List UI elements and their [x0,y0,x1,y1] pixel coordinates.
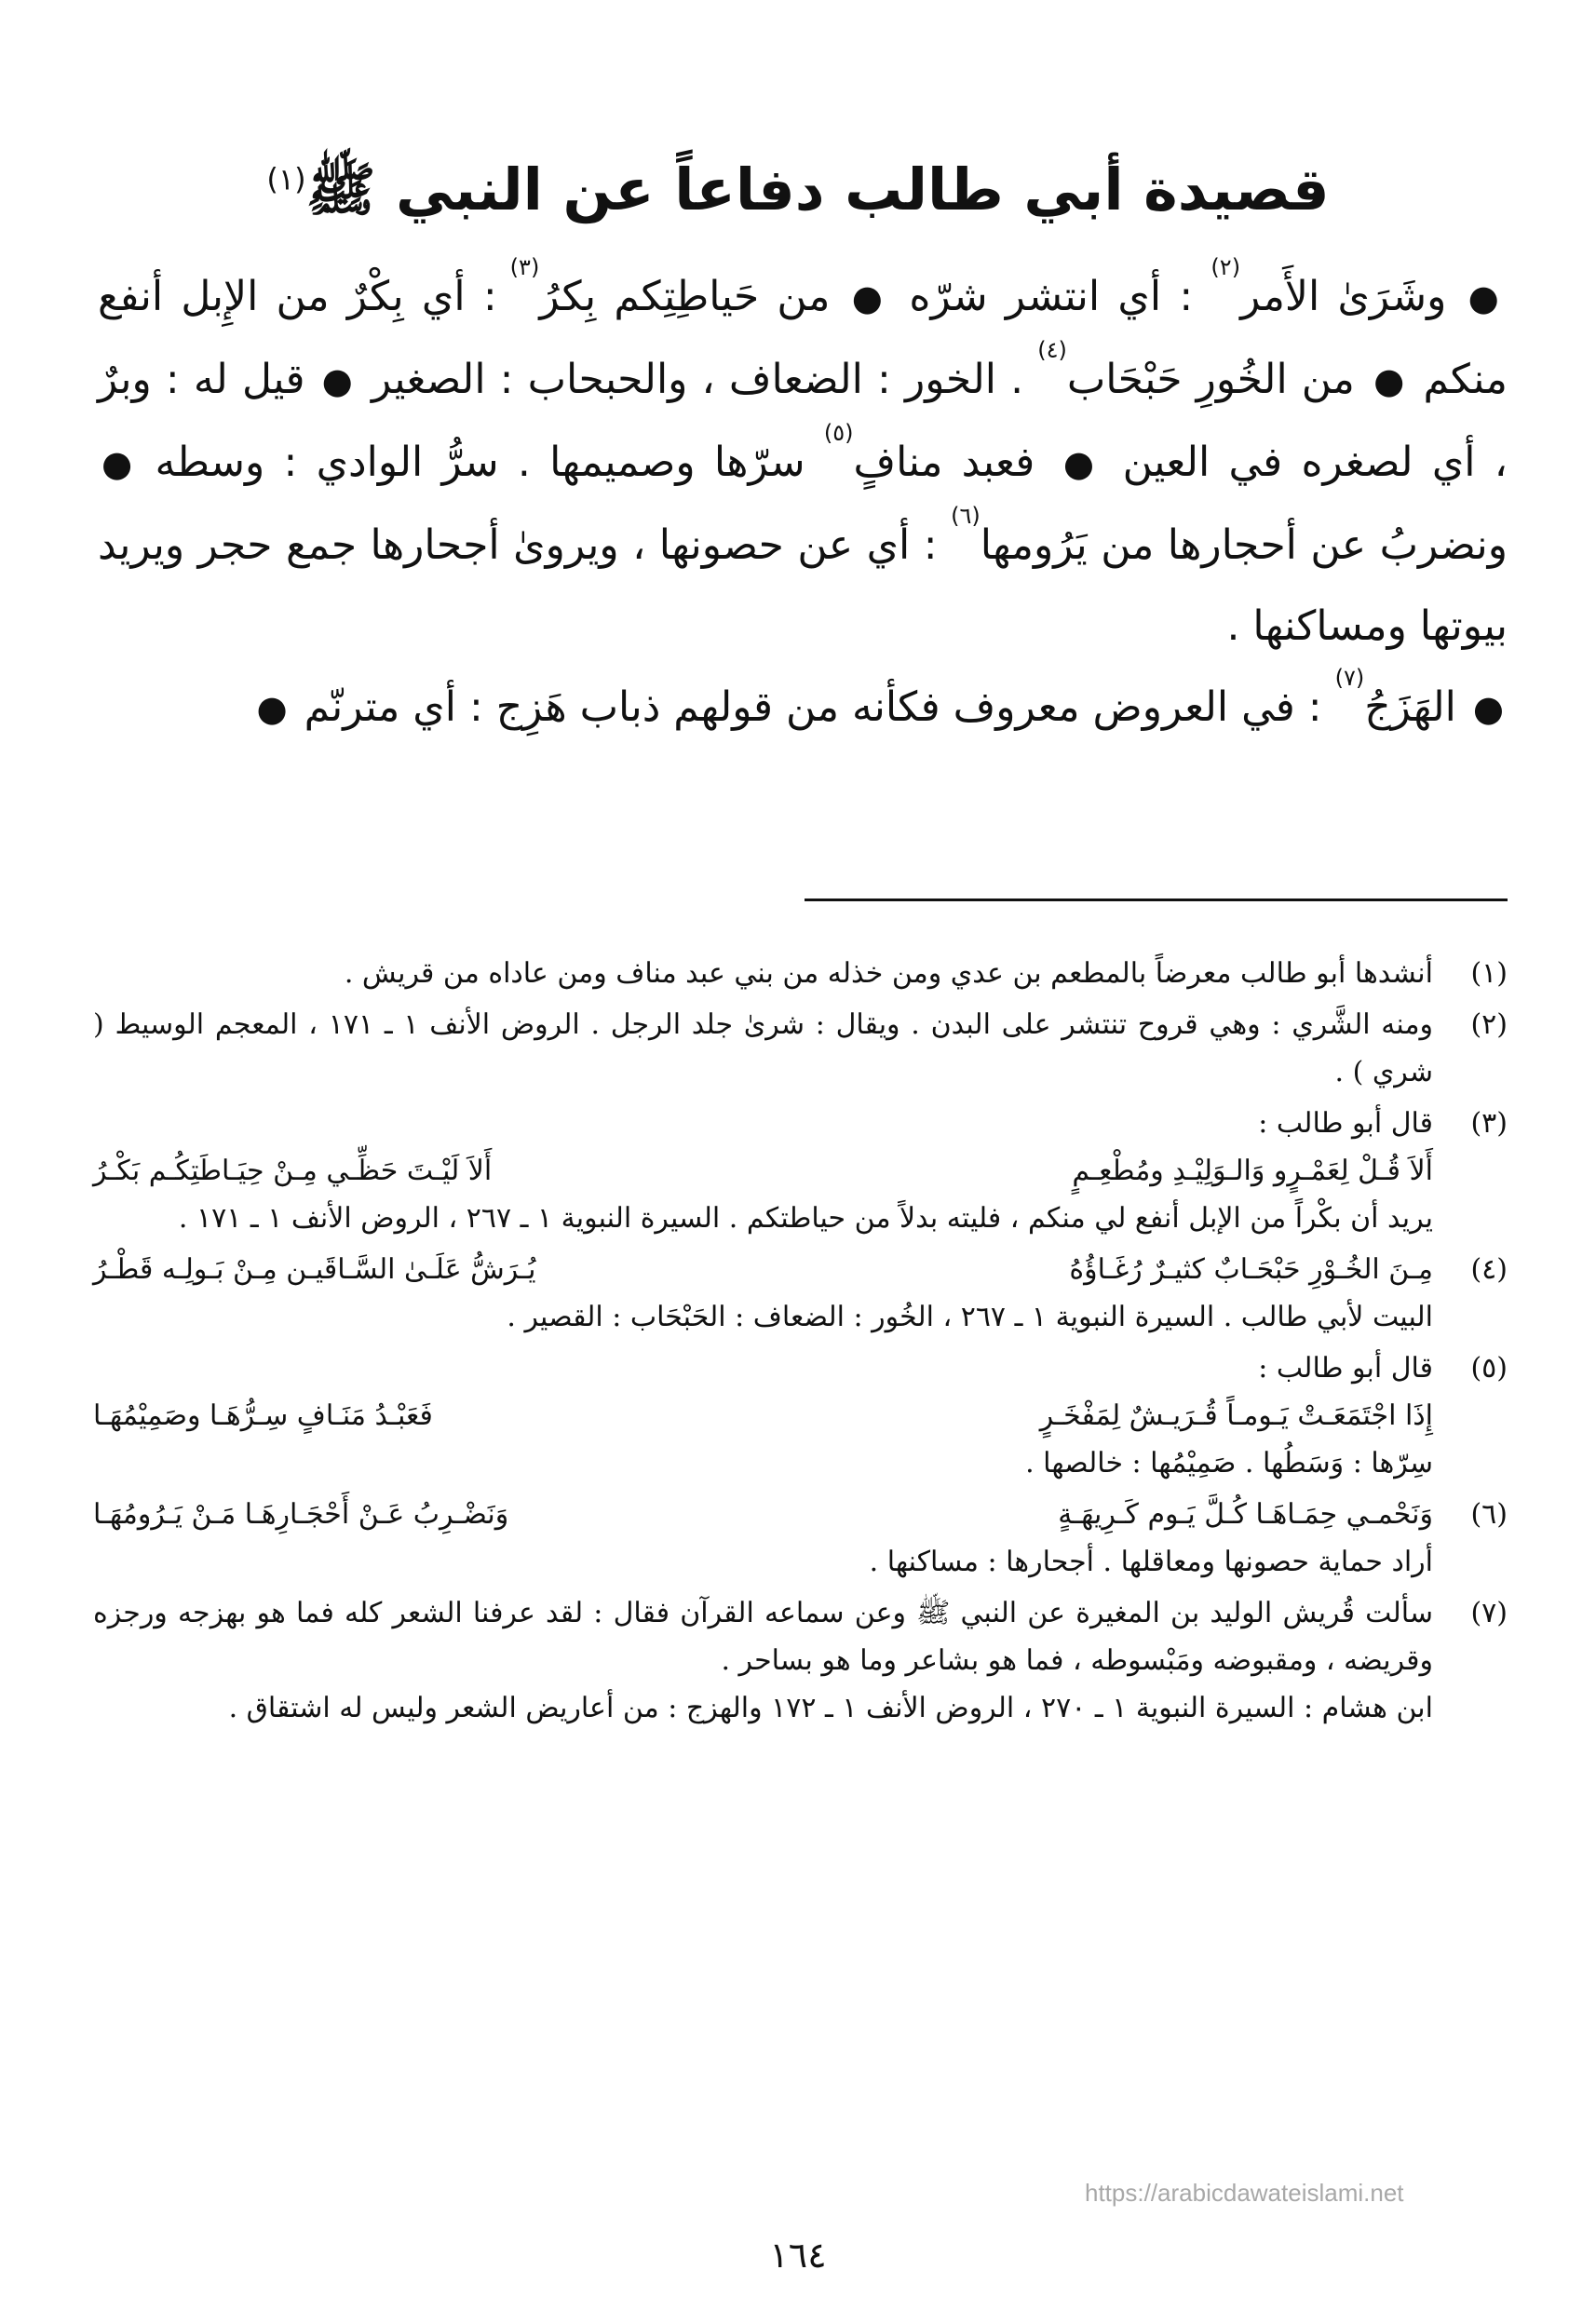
footnote-number: (٣) [1470,1107,1508,1140]
bullet-icon: ● [101,443,133,484]
footnote-number: (٧) [1470,1597,1508,1629]
bullet-icon: ● [321,360,354,401]
footnote-body [93,1491,1433,1586]
watermark-url: https://arabicdawateislami.net [1085,2179,1404,2207]
footnote-item [93,950,1508,997]
footnote-ref: (٧) [1334,665,1365,691]
footnote-item [93,1344,1508,1487]
footnote-text: ابن هشام : السيرة النبوية ١ ـ ٢٧٠ ، الروض الأنف ١ ـ ١٧٢ والهزج : من أعاريض الشعر وليس له اشتقاق . [228,1692,1433,1724]
main-text [98,256,1508,750]
footnote-item [93,1589,1508,1732]
bullet-icon: ● [1373,360,1406,401]
verse-line [93,1147,1433,1195]
footnote-number: (١) [1470,957,1508,990]
verse-first-hemistich: مِـنَ الخُـوْرِ حَبْحَـابٌ كثيـرٌ رُغَـاؤُهُ [1069,1253,1433,1286]
footnote-body [93,1246,1433,1341]
main-text-run: : أي بِكْرٌ من الإِبل أنفع منكم [98,273,1508,403]
footnote-number: (٢) [1470,1008,1508,1041]
footnote-number: (٥) [1470,1352,1508,1385]
footnote-text: سألت قُريش الوليد بن المغيرة عن النبي ﷺ وعن سماعه القرآن فقال : لقد عرفنا الشعر كله فما هو بهزجه ورجزه وقريضه ، ومقبوضه ومَبْسوطه ، فما هو بشاعر وما هو بساحر . [93,1597,1433,1677]
footnote-text: ومنه الشَّري : وهي قروح تنتشر على البدن . ويقال : شرىٰ جلد الرجل . الروض الأنف ١ ـ ١٧١ ، المعجم الوسيط ( شري ) . [93,1008,1433,1088]
main-text-run: : أي عن حصونها ، ويروىٰ أجحارها جمع حجر ويريد بيوتها ومساكنها . [98,521,1508,650]
footnote-text: يريد أن بكْراً من الإبل أنفع لي منكم ، فليته بدلاً من حياطتكم . السيرة النبوية ١ ـ ٢٦٧ ، الروض الأنف ١ ـ ١٧١ . [178,1202,1433,1235]
page-title [93,155,1503,224]
footnote-body [93,1001,1433,1096]
footnote-text: أراد حماية حصونها ومعاقلها . أجحارها : مساكنها . [869,1546,1433,1578]
footnote-text: سِرّها : وَسَطُها . صَمِيْمُها : خالصها . [1025,1447,1433,1480]
footnote-ref: (٢) [1211,254,1241,280]
verse-line [93,1491,1433,1538]
verse-second-hemistich: يُـرَشُّ عَلَـىٰ السَّـاقَيـن مِـنْ بَـولِـه قَطْـرُ [93,1253,536,1286]
footnote-ref: (٥) [823,420,854,446]
footnote-number: (٦) [1470,1498,1508,1531]
footnote-body [93,950,1433,997]
verse-second-hemistich: أَلاَ لَيْـتَ حَظِّـي مِـنْ حِيَـاطَتِكُـم بَكْـرُ [93,1155,493,1187]
main-text-run: : أي انتشر شرّه [891,273,1211,320]
main-text-run: ونضربُ عن أحجارها من يَرُومها [980,521,1508,569]
footnote-body [93,1344,1433,1487]
footnote-number: (٤) [1470,1253,1508,1286]
bullet-icon: ● [1468,277,1505,318]
title-text: قصيدة أبي طالب دفاعاً عن النبي ﷺ [305,155,1330,223]
bullet-icon: ● [851,277,888,318]
footnote-text: أنشدها أبو طالب معرضاً بالمطعم بن عدي ومن خذله من بني عبد مناف ومن عاداه من قريش . [344,957,1433,990]
footnote-ref: (٣) [509,254,540,280]
verse-first-hemistich: وَنَحْمـي حِمَـاهَـا كُـلَّ يَـوم كَـرِيهَـةٍ [1058,1498,1433,1531]
verse-second-hemistich: فَعَبْـدُ مَنَـافٍ سِـرُّهَـا وصَمِيْمُهَـا [93,1399,433,1432]
title-footnote-ref: (١) [266,160,306,196]
footnote-body [93,1100,1433,1242]
main-paragraph [98,256,1508,667]
bullet-icon: ● [256,688,288,729]
bullet-icon: ● [1057,443,1101,484]
footnote-item [93,1100,1508,1242]
footnotes [93,950,1508,1736]
main-paragraph [98,667,1508,750]
bullet-icon: ● [1472,688,1504,729]
main-text-run: فعبد منافٍ [853,439,1054,486]
verse-line [93,1392,1433,1439]
footnote-body [93,1589,1433,1732]
footnote-item [93,1001,1508,1096]
verse-second-hemistich: وَنَضْـرِبُ عَـنْ أَحْجَـارِهَـا مَـنْ يَـرُومُهَـا [93,1498,509,1531]
main-text-run: سرّها وصميمها . سرُّ الوادي : وسطه [136,439,824,486]
main-text-run: : في العروض معروف فكأنه من قولهم ذباب هَزِج : أي مترنّم [291,683,1335,731]
footnote-text: قال أبو طالب : [1258,1107,1433,1140]
footnote-item [93,1491,1508,1586]
main-text-run: من الخُورِ حَبْحَاب [1066,356,1369,403]
verse-line [93,1246,1433,1293]
footnote-ref: (٤) [1037,337,1067,363]
main-text-run: الهَزَجُ [1364,683,1469,731]
main-text-run: قيل له : وبرٌ ، أي لصغره في العين [98,356,1508,486]
main-text-run: . الخور : الضعاف ، والحبحاب : الصغير [357,356,1038,403]
footnote-ref: (٦) [951,503,981,529]
page-number: ١٦٤ [769,2235,827,2276]
footnote-text: قال أبو طالب : [1258,1352,1433,1385]
verse-first-hemistich: أَلاَ قُـلْ لِعَمْـرٍو وَالـوَلِيْـدِ ومُطْعِـمٍ [1072,1155,1433,1187]
footnote-separator [805,899,1508,901]
verse-first-hemistich: إِذَا اجْتَمَعَـتْ يَـومـاً قُـرَيـشٌ لِمَفْخَـرٍ [1039,1399,1433,1432]
main-text-run: من حَياطِتِكم بِكرُ [539,273,848,320]
main-text-run: وشَرَىٰ الأَمر [1240,273,1465,320]
footnote-item [93,1246,1508,1341]
footnote-text: البيت لأبي طالب . السيرة النبوية ١ ـ ٢٦٧ ، الخُور : الضعاف : الحَبْحَاب : القصير . [507,1301,1433,1333]
